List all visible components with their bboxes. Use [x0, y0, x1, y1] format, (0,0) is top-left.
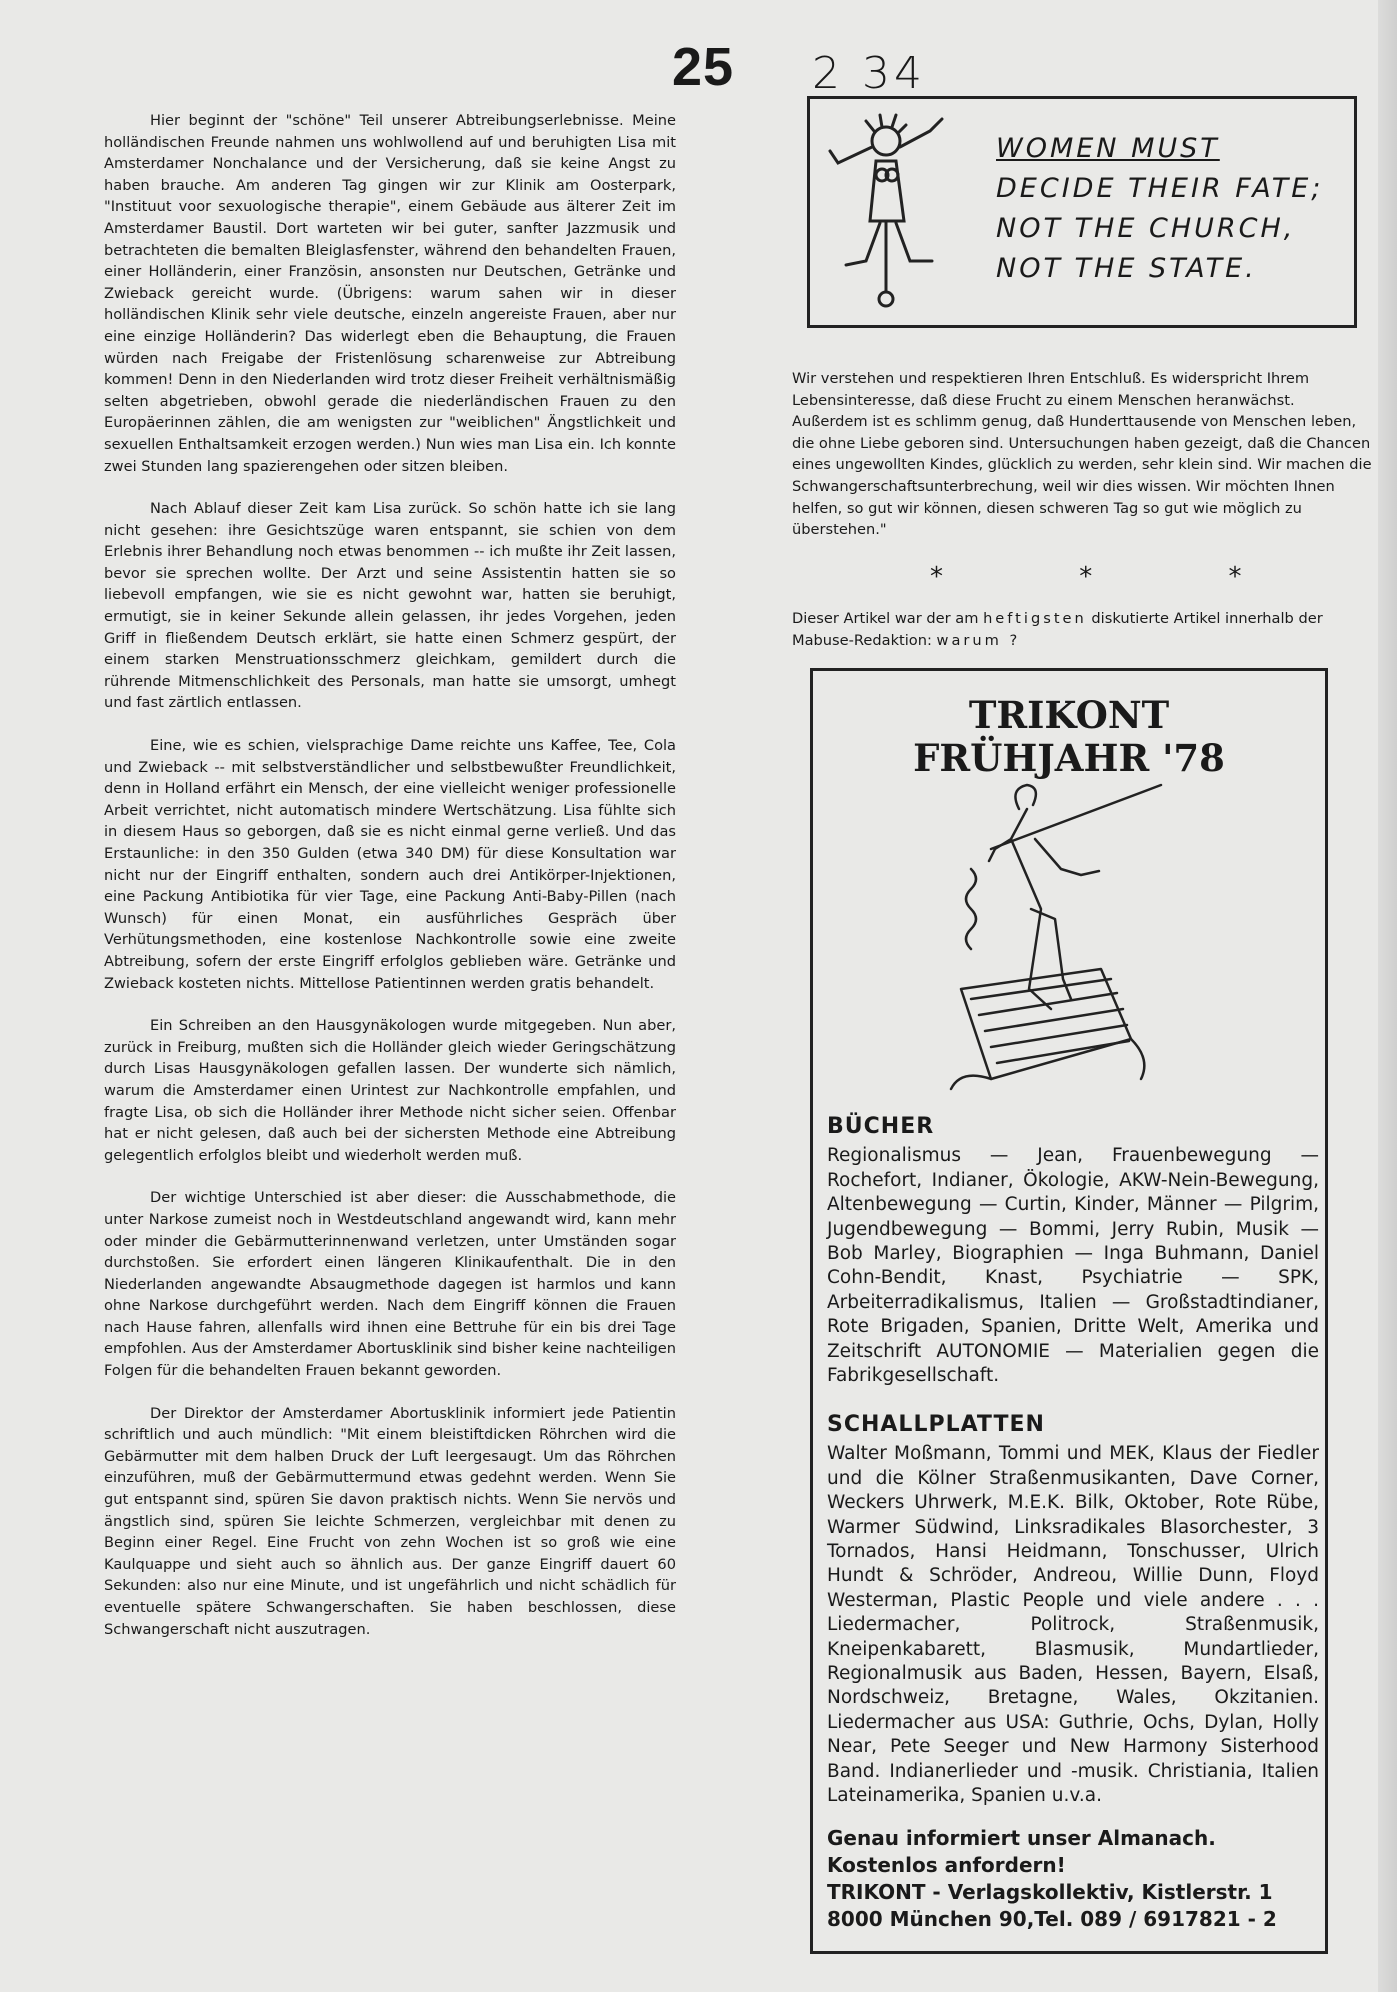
paragraph-3: Eine, wie es schien, vielsprachige Dame reichte uns Kaffee, Tee, Cola und Zwieback -- mit selbstverständlicher und selbstbewußter Freundlichkeit, denn in Holland erfährt ein Mensch, der eine vielleicht weniger professionelle Arbeit verrichtet, nicht automatisch mindere Wertschätzung. Lisa fühlte sich in diesem Haus so geborgen, daß sie es nicht einmal gerne verließ. Und das Erstaunliche: in den 350 Gulden (etwa 340 DM) für diese Konsultation war nicht nur der Eingriff enthalten, sondern auch drei Antikörper-Injektionen, eine Packung Antibiotika für vier Tage, eine Packung Anti-Baby-Pillen (nach Wunsch) für einen Monat, ein ausführliches Gespräch über Verhütungsmethoden, eine kostenlose Nachkontrolle sowie eine zweite Abtreibung, sofern der erste Eingriff erfolglos geblieben wäre. Getränke und Zwieback kosteten nichts. Mittellose Patientinnen werden gratis behandelt.: [104, 737, 676, 992]
paragraph-5: Der wichtige Unterschied ist aber dieser: die Ausschabmethode, die unter Narkose zumeist noch in Westdeutschland angewandt wird, kann mehr oder minder die Gebärmutterinnenwand verletzen, unter Umständen sogar durchstoßen. Sie erfordert einen längeren Klinikaufenthalt. Die in den Niederlanden angewandte Absaugmethode dagegen ist harmlos und kann ohne Narkose durchgeführt werden. Nach dem Eingriff können die Frauen nach Hause fahren, allenfalls wird ihnen eine Bettruhe für ein bis drei Tage empfohlen. Aus der Amsterdamer Abortusklinik sind bisher keine nachteiligen Folgen für die behandelten Frauen bekannt geworden.: [104, 1189, 676, 1380]
ad-title: TRIKONT: [968, 693, 1170, 737]
paragraph-2: Nach Ablauf dieser Zeit kam Lisa zurück. So schön hatte ich sie lang nicht gesehen: ihre Gesichtszüge waren entspannt, sie schien von dem Erlebnis ihrer Behandlung noch etwas benommen -- ich mußte ihr Zeit lassen, bevor sie sprechen wollte. Der Arzt und seine Assistentin hatten sie so liebevoll empfangen, wie sie es nicht gewohnt war, hatten sie beruhigt, ermutigt, sie in keiner Sekunde allein gelassen, ihr jedes Vorgehen, jeden Griff in fließendem Deutsch erklärt, sie hatte einen Schmerz gespürt, der einem starken Menstruationsschmerz gleichkam, gemildert durch die rührende Mitmenschlichkeit des Personals, man hatte sie umsorgt, umhegt und fast zärtlich entlassen.: [104, 500, 676, 712]
publisher-phone: 8000 München 90,Tel. 089 / 6917821 - 2: [827, 1907, 1277, 1931]
note-suffix: diskutierte Artikel innerhalb der Mabuse-Redaktion:: [792, 610, 1323, 649]
slogan-line-2: DECIDE THEIR FATE;: [996, 173, 1324, 204]
books-section: [827, 1115, 1319, 1388]
slogan-line-4: NOT THE STATE.: [996, 253, 1257, 284]
handwritten-page-number: 2 34: [812, 48, 926, 99]
ad-contact: [827, 1825, 1319, 1933]
publisher-address: TRIKONT - Verlagskollektiv, Kistlerstr. 1: [827, 1880, 1273, 1904]
slogan-line-1: WOMEN MUST: [996, 133, 1220, 164]
feminist-figure-icon: [826, 111, 976, 316]
right-paragraph: Wir verstehen und respektieren Ihren Entschluß. Es widerspricht Ihrem Lebensinteresse, daß diese Frucht zu einem Menschen heranwächst. Außerdem ist es schlimm genug, daß Hunderttausende von Menschen leben, die ohne Liebe geboren sind. Untersuchungen haben gezeigt, daß die Chancen eines ungewollten Kindes, glücklich zu werden, sehr klein sind. Wir machen die Schwangerschaftsunterbrechung, weil wir dies wissen. Wir möchten Ihnen helfen, so gut wir können, diesen schweren Tag so gut wie möglich zu überstehen.": [792, 370, 1372, 539]
records-list: Walter Moßmann, Tommi und MEK, Klaus der Fiedler und die Kölner Straßenmusikanten, Dave Corner, Weckers Uhrwerk, M.E.K. Bilk, Oktober, Rote Rübe, Warmer Südwind, Linksradikales Blasorchester, 3 Tornados, Hansi Heidmann, Tonschusser, Ulrich Hundt & Schröder, Andreou, Willie Dunn, Floyd Westerman, Plastic People und viele andere . . . Liedermacher, Politrock, Straßenmusik, Kneipenkabarett, Blasmusik, Mundartlieder, Regionalmusik aus Baden, Hessen, Bayern, Elsaß, Nordschweiz, Bretagne, Wales, Okzitanien. Liedermacher aus USA: Guthrie, Ochs, Dylan, Holly Near, Pete Seeger und New Harmony Sisterhood Band. Indianerlieder und -musik. Christiania, Italien Lateinamerika, Spanien u.v.a.: [827, 1443, 1319, 1807]
page-number: 25: [672, 37, 735, 97]
note-question: warum ?: [936, 631, 1021, 649]
right-column-article: [792, 368, 1374, 541]
scan-edge: [1378, 0, 1397, 1992]
left-column-article: [104, 110, 676, 1661]
knight-on-book-illustration: [931, 779, 1211, 1101]
almanach-offer: Genau informiert unser Almanach. Kostenlos anfordern!: [827, 1826, 1216, 1877]
paragraph-6: Der Direktor der Amsterdamer Abortusklinik informiert jede Patientin schriftlich und auch mündlich: "Mit einem bleistiftdicken Röhrchen wird die Gebärmutter mit dem halben Druck der Luft leergesaugt. Um das Röhrchen einzuführen, muß der Gebärmuttermund etwas gedehnt werden. Wenn Sie gut entspannt sind, spüren Sie davon praktisch nichts. Wenn Sie nervös und ängstlich sind, spüren Sie leichte Schmerzen, vergleichbar mit denen zu Beginn einer Regel. Eine Frucht von zehn Wochen ist so groß wie eine Kaulquappe und sieht auch so ähnlich aus. Der ganze Eingriff dauert 60 Sekunden: also nur eine Minute, und ist ungefährlich und nicht schädlich für eventuelle spätere Schwangerschaften. Sie haben beschlossen, diese Schwangerschaft nicht auszutragen.: [104, 1404, 676, 1638]
ad-subtitle: FRÜHJAHR '78: [913, 736, 1225, 780]
books-list: Regionalismus — Jean, Frauenbewegung — Rochefort, Indianer, Ökologie, AKW-Nein-Bewegung, Altenbewegung — Curtin, Kinder, Männer — Pilgrim, Jugendbewegung — Bommi, Jerry Rubin, Musik — Bob Marley, Biographien — Inga Buhmann, Daniel Cohn-Bendit, Knast, Psychiatrie — SPK, Arbeiterradikalismus, Italien — Großstadtindianer, Rote Brigaden, Spanien, Dritte Welt, Amerika und Zeitschrift AUTONOMIE — Materialien gegen die Fabrikgesellschaft.: [827, 1145, 1319, 1387]
editorial-note: [792, 608, 1374, 651]
poster-slogan: [996, 129, 1356, 289]
note-prefix: Dieser Artikel war der am: [792, 610, 979, 627]
paragraph-4: Ein Schreiben an den Hausgynäkologen wurde mitgegeben. Nun aber, zurück in Freiburg, mußten sich die Holländer gleich wieder Geringschätzung durch Lisas Hausgynäkologen gefallen lassen. Der wunderte sich nämlich, warum die Amsterdamer einen Urintest zur Nachkontrolle empfahlen, und fragte Lisa, ob sich die Holländer ihrer Methode nicht sicher seien. Offenbar hat er nicht gelesen, daß auch bei der sichersten Methode eine Abtreibung gelegentlich erfolglos bleibt und wiederholt werden muß.: [104, 1017, 676, 1164]
section-divider-stars: * * *: [930, 562, 1306, 592]
paragraph-1: Hier beginnt der "schöne" Teil unserer Abtreibungserlebnisse. Meine holländischen Freunde nahmen uns wohlwollend auf und beruhigten Lisa mit Amsterdamer Nonchalance und der Versicherung, daß sie keine Angst zu haben brauche. Am anderen Tag gingen wir zur Klinik am Oosterpark, "Instituut voor sexuologische therapie", einem Gebäude aus älterer Zeit im Amsterdamer Baustil. Dort warteten wir bei guter, sanfter Jazzmusik und betrachteten die bemalten Bleiglasfenster, während den behandelten Frauen, einer Holländerin, einer Französin, ansonsten nur Deutschen, Getränke und Zwieback gereicht wurde. (Übrigens: warum sahen wir in dieser holländischen Klinik sehr viele deutsche, einzeln angereiste Frauen, aber nur eine einzige Holländerin? Das widerlegt eben die Behauptung, die Frauen würden nach Freigabe der Fristenlösung scharenweise zur Abtreibung kommen! Denn in den Niederlanden wird trotz dieser Freiheit verhältnismäßig selten abgetrieben, obwohl gerade die niederländischen Frauen zu den Europäerinnen zählen, die am wenigsten zur "weiblichen" Ängstlichkeit und sexuellen Enthaltsamkeit erzogen werden.) Nun wies man Lisa ein. Ich konnte zwei Stunden lang spazierengehen oder sitzen bleiben.: [104, 112, 676, 475]
records-section: [827, 1413, 1319, 1809]
slogan-line-3: NOT THE CHURCH,: [996, 213, 1296, 244]
trikont-advertisement: [810, 668, 1328, 1954]
records-heading: SCHALLPLATTEN: [827, 1412, 1045, 1437]
books-heading: BÜCHER: [827, 1114, 935, 1139]
note-emphasis: heftigsten: [983, 610, 1087, 627]
women-must-decide-poster: [807, 96, 1357, 328]
